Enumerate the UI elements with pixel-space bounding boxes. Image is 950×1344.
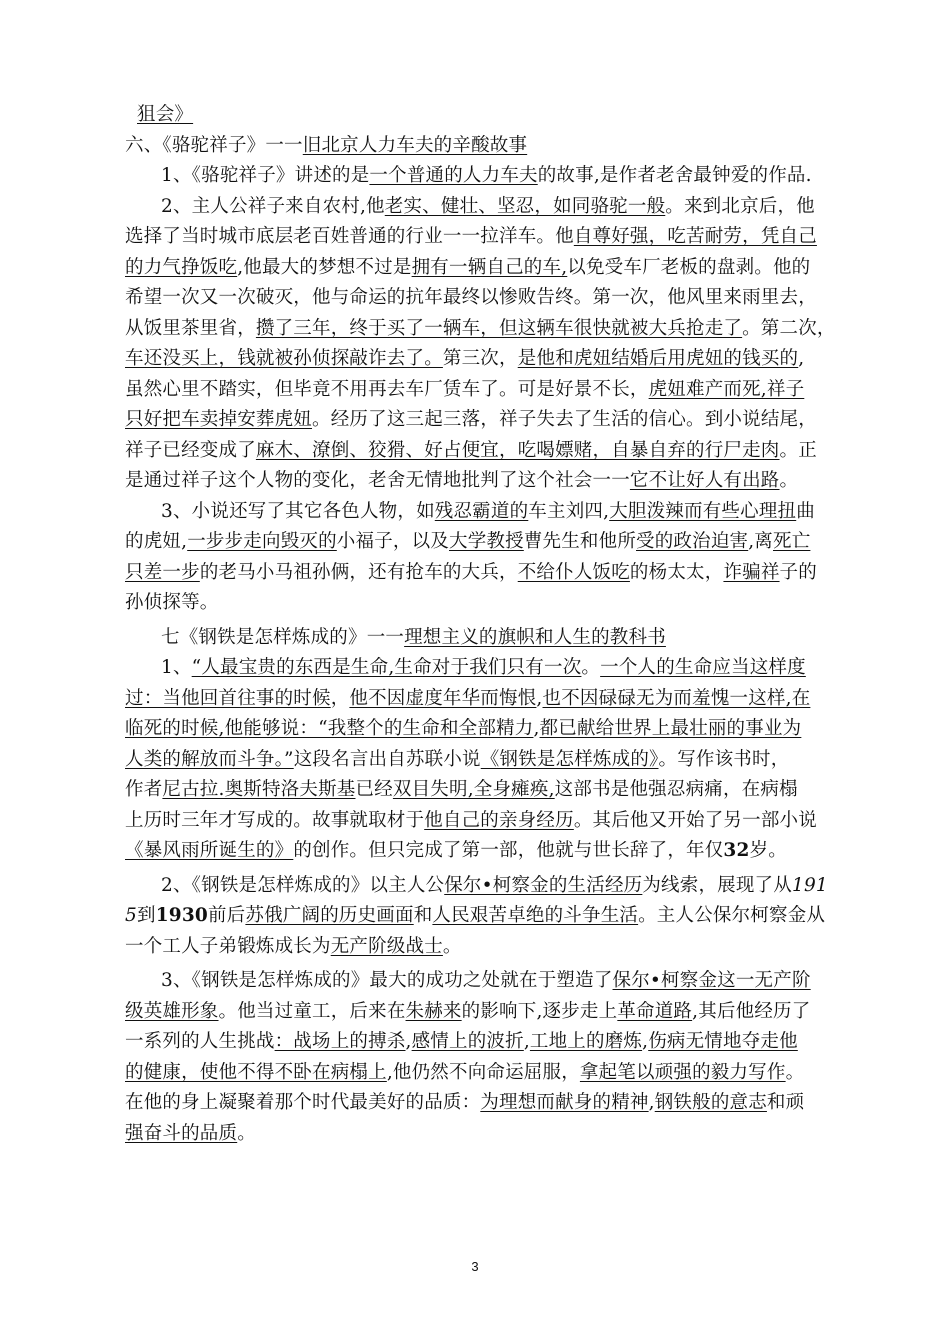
underlined-text: 麻木、潦倒、狡猾、好占便宜，吃喝嫖赌，自暴自弃的行尸走肉 — [255, 439, 780, 461]
text-run: 。第二次， — [742, 317, 836, 339]
text-line — [125, 745, 840, 776]
text-line — [125, 1058, 840, 1089]
text-run: 虽然心里不踏实，但毕竟不用再去车厂赁车了。可是好景不长， — [125, 378, 649, 400]
s7-p1 — [125, 653, 840, 867]
underlined-text: 诈骗祥 — [723, 561, 780, 583]
text-run: 曲 — [796, 500, 815, 522]
text-line — [125, 375, 840, 406]
underlined-text: 大胆泼辣而有些心理扭 — [609, 500, 797, 522]
text-run: 车主刘四, — [528, 500, 610, 522]
underlined-text: 老实、健壮、坚忍，如同骆驼一般 — [384, 195, 666, 217]
text-run: 已经 — [355, 779, 393, 800]
underlined-text: 一个人的生命应当这样度 — [600, 657, 806, 678]
text-run: 和 — [413, 905, 433, 926]
text-line — [125, 1088, 840, 1119]
underlined-text: 一步步走向毁灭的 — [187, 531, 337, 552]
text-run: 。他当过童工，后来在 — [218, 1000, 406, 1022]
text-run: 5 — [125, 905, 137, 926]
text-run: 第三次， — [442, 348, 518, 369]
underlined-text: 人民艰苦卓绝的斗争生活 — [432, 905, 639, 926]
text-run: 祥子已经变成了 — [125, 439, 256, 461]
underlined-text: 感情上的波折 — [411, 1031, 524, 1052]
s6-p3 — [125, 497, 840, 619]
text-line — [125, 588, 840, 619]
underlined-text: “人最宝贵的东西是生命,生命对于我们只有一次 — [191, 657, 582, 678]
underlined-text: 伤病无情地夺走他 — [648, 1031, 798, 1052]
underlined-text: 的力气挣饭吃 — [125, 256, 238, 278]
text-run: 小福子，以及 — [336, 531, 449, 552]
text-run: 到 — [136, 905, 156, 926]
text-line — [125, 558, 840, 589]
underlined-text: 一个普通的人力车夫 — [369, 165, 538, 186]
text-line — [125, 806, 840, 837]
text-run: 。 — [581, 657, 601, 678]
underlined-text: 保尔•柯察金的生活经历 — [444, 874, 643, 896]
underlined-text: 只差一步 — [125, 561, 200, 583]
text-run: 从饭里茶里省， — [125, 317, 256, 339]
text-line — [125, 161, 840, 192]
underlined-text: 它不让好人有出路 — [629, 470, 780, 491]
underlined-text: 攒了三年，终于买了一辆车，但这辆车很快就被大兵抢走了 — [255, 317, 743, 339]
text-line — [125, 871, 840, 902]
text-line — [125, 623, 840, 654]
text-run: 和顽 — [766, 1092, 805, 1113]
section-7-heading — [125, 623, 840, 654]
underlined-text: 大学教授 — [449, 531, 524, 552]
text-line — [125, 192, 840, 223]
text-run: 。 — [779, 470, 799, 491]
text-run: , — [533, 718, 540, 739]
text-run: 一系列的人生挑战 — [125, 1031, 275, 1052]
text-run: , — [642, 1031, 649, 1052]
text-run: 的故事,是作者老舍最钟爱的作品. — [537, 165, 812, 186]
text-line — [125, 775, 840, 806]
underlined-text: 受的政治迫害 — [636, 531, 749, 552]
underlined-text: 也不因碌碌无为而羞愧一这样,在 — [542, 687, 811, 709]
text-line — [125, 714, 840, 745]
text-line — [125, 932, 840, 963]
underlined-text: 是他和虎妞结婚后用虎妞的钱买的 — [517, 348, 799, 369]
underlined-text: 双目失明,全身瘫痪, — [392, 779, 555, 800]
underlined-text: 苏俄广阔的历史画面 — [245, 905, 414, 926]
prev-tail — [125, 100, 840, 131]
s6-p1 — [125, 161, 840, 192]
text-line — [125, 314, 840, 345]
underlined-text: 拥有一辆自己的车, — [411, 256, 568, 278]
underlined-text: 理想主义的旗帜和人生的教科书 — [404, 626, 666, 648]
text-run: 作者 — [125, 779, 163, 800]
text-line — [125, 1027, 840, 1058]
text-run: 前后 — [207, 905, 246, 926]
underlined-text: 死亡 — [773, 531, 811, 552]
text-run: , — [536, 687, 543, 709]
text-line — [125, 836, 840, 867]
text-line — [125, 527, 840, 558]
text-run: 。其后他又开始了另一部小说 — [573, 809, 817, 831]
underlined-text: 强奋斗的品质 — [125, 1122, 238, 1144]
text-run: 1930 — [155, 905, 208, 926]
text-run: 191 — [791, 874, 828, 896]
underlined-text: 车还没买上，钱就被孙侦探敲诈去了。 — [125, 348, 443, 369]
underlined-text: 虎妞难产而死,祥子 — [648, 378, 805, 400]
text-run: 。 — [785, 1061, 805, 1083]
underlined-text: 尼古拉.奥斯特洛夫斯基 — [162, 779, 356, 800]
text-line — [125, 131, 840, 162]
text-line — [125, 1119, 840, 1150]
text-run: 。 — [237, 1122, 256, 1144]
text-line — [125, 684, 840, 715]
text-run: 是通过祥子这个人物的变化，老舍无情地批判了这个社会一一 — [125, 470, 630, 491]
text-run: 的虎妞, — [125, 531, 188, 552]
text-line — [125, 344, 840, 375]
text-line — [125, 405, 840, 436]
text-run: 2、《钢铁是怎样炼成的》以主人公 — [161, 874, 445, 896]
text-run: 这段名言出自苏联小说 — [293, 748, 481, 770]
text-run: ,他最大的梦想不过是 — [237, 256, 412, 278]
text-line — [125, 653, 840, 684]
text-line — [137, 100, 840, 131]
text-run: 岁。 — [749, 840, 787, 861]
underlined-text: 残忍霸道的 — [434, 500, 529, 522]
text-run: 3、小说还写了其它各色人物，如 — [161, 500, 435, 522]
text-run: , — [798, 348, 805, 369]
text-run: 。 — [442, 935, 462, 957]
text-run: 的影响下,逐步走上 — [461, 1000, 618, 1022]
s7-p3 — [125, 966, 840, 1149]
underlined-text: 只好把车卖掉安葬虎妞 — [125, 409, 313, 430]
page-number: 3 — [471, 1259, 479, 1274]
text-run: 上历时三年才写成的。故事就取材于 — [125, 809, 425, 831]
underlined-text: 无产阶级战士 — [330, 935, 443, 957]
text-run: 选择了当时城市底层老百姓普通的行业一一拉洋车。他 — [125, 226, 574, 247]
text-run: 以免受车厂老板的盘剥。他的 — [567, 256, 811, 278]
text-run: 。主人公保尔柯察金从 — [638, 905, 826, 926]
underlined-text: 他自己的亲身经历 — [424, 809, 574, 831]
underlined-text: 保尔•柯察金这一无产阶 — [612, 970, 811, 991]
section-6-heading — [125, 131, 840, 162]
text-run: 六、《骆驼祥子》一一 — [125, 134, 303, 156]
underlined-text: 都已献给世界上最壮丽的事业为 — [539, 718, 802, 739]
text-line — [125, 997, 840, 1028]
text-run: ， — [330, 687, 350, 709]
text-run: 的杨太太， — [629, 561, 724, 583]
text-run: 。写作该书时， — [658, 748, 790, 770]
text-run: ,他仍然不向命运屈服， — [386, 1061, 580, 1083]
text-line — [125, 253, 840, 284]
text-run: 在他的身上凝聚着那个时代最美好的品质： — [125, 1092, 481, 1113]
underlined-text: 钢铁般的意志 — [654, 1092, 767, 1113]
text-run: 为线索，展现了从 — [642, 874, 792, 896]
text-run: 七《钢铁是怎样炼成的》一一 — [161, 626, 405, 648]
text-run: 这部书是他强忍病痛，在病榻 — [554, 779, 798, 800]
underlined-text: 过：当他回首往事的时候 — [125, 687, 331, 709]
underlined-text: 的健康，使他不得不卧在病榻上 — [125, 1061, 387, 1083]
s7-p2 — [125, 871, 840, 963]
text-line — [125, 497, 840, 528]
text-run: 3、《钢铁是怎样炼成的》最大的成功之处就在于塑造了 — [161, 970, 613, 991]
text-run: 子的 — [779, 561, 817, 583]
underlined-text: 为理想而献身的精神 — [480, 1092, 649, 1113]
underlined-text: 《钢铁是怎样炼成的》 — [480, 748, 659, 770]
text-line — [125, 466, 840, 497]
text-run: , — [648, 1092, 655, 1113]
underlined-text: 旧北京人力车夫的辛酸故事 — [302, 134, 528, 156]
underlined-text: 临死的时候, — [125, 718, 225, 739]
underlined-text: 工地上的磨炼 — [529, 1031, 643, 1052]
text-line — [125, 222, 840, 253]
text-run: 。来到北京后，他 — [665, 195, 815, 217]
underlined-text: 狙会》 — [137, 104, 194, 125]
text-run: 1、 — [161, 657, 192, 678]
underlined-text: 级英雄形象 — [125, 1000, 219, 1022]
text-run: , — [405, 1031, 412, 1052]
underlined-text: 他能够说：“我整个的生命和全部精力 — [224, 718, 534, 739]
text-run: 。正 — [779, 439, 817, 461]
underlined-text: 革命道路 — [617, 1000, 693, 1022]
underlined-text: 拿起笔以顽强的毅力写作 — [579, 1061, 786, 1083]
text-run: 。经历了这三起三落，祥子失去了生活的信心。到小说结尾， — [312, 409, 817, 430]
text-run: 的创作。但只完成了第一部，他就与世长辞了，年仅 — [293, 840, 724, 861]
text-run: 孙侦探等。 — [125, 592, 219, 613]
underlined-text: 人类的解放而斗争。” — [125, 748, 294, 770]
document-page — [125, 100, 840, 1149]
s6-p2 — [125, 192, 840, 497]
text-run: 曹先生和他所 — [523, 531, 637, 552]
underlined-text: ：战场上的搏杀 — [274, 1031, 406, 1052]
text-line — [125, 283, 840, 314]
text-line — [125, 901, 840, 932]
text-run: 1、《骆驼祥子》讲述的是 — [161, 165, 370, 186]
text-run: 2、主人公祥子来自农村,他 — [161, 195, 385, 217]
underlined-text: 《暴风雨所诞生的》 — [125, 840, 294, 861]
text-run: ,其后他经历了 — [692, 1000, 811, 1022]
text-run: 32 — [723, 840, 750, 861]
text-run: 希望一次又一次破灭，他与命运的抗年最终以惨败告终。第一次，他风里来雨里去， — [125, 287, 817, 308]
underlined-text: 他不因虚度年华而悔恨 — [349, 687, 537, 709]
text-run: ,离 — [748, 531, 773, 552]
text-run: , — [523, 1031, 530, 1052]
text-run: 的老马小马祖孙俩，还有抢车的大兵， — [199, 561, 518, 583]
underlined-text: 朱赫来 — [405, 1000, 462, 1022]
text-run: 一个工人子弟锻炼成长为 — [125, 935, 331, 957]
underlined-text: 自尊好强，吃苦耐劳，凭自己 — [573, 226, 817, 247]
underlined-text: 不给仆人饭吃 — [517, 561, 630, 583]
text-line — [125, 966, 840, 997]
text-line — [125, 436, 840, 467]
